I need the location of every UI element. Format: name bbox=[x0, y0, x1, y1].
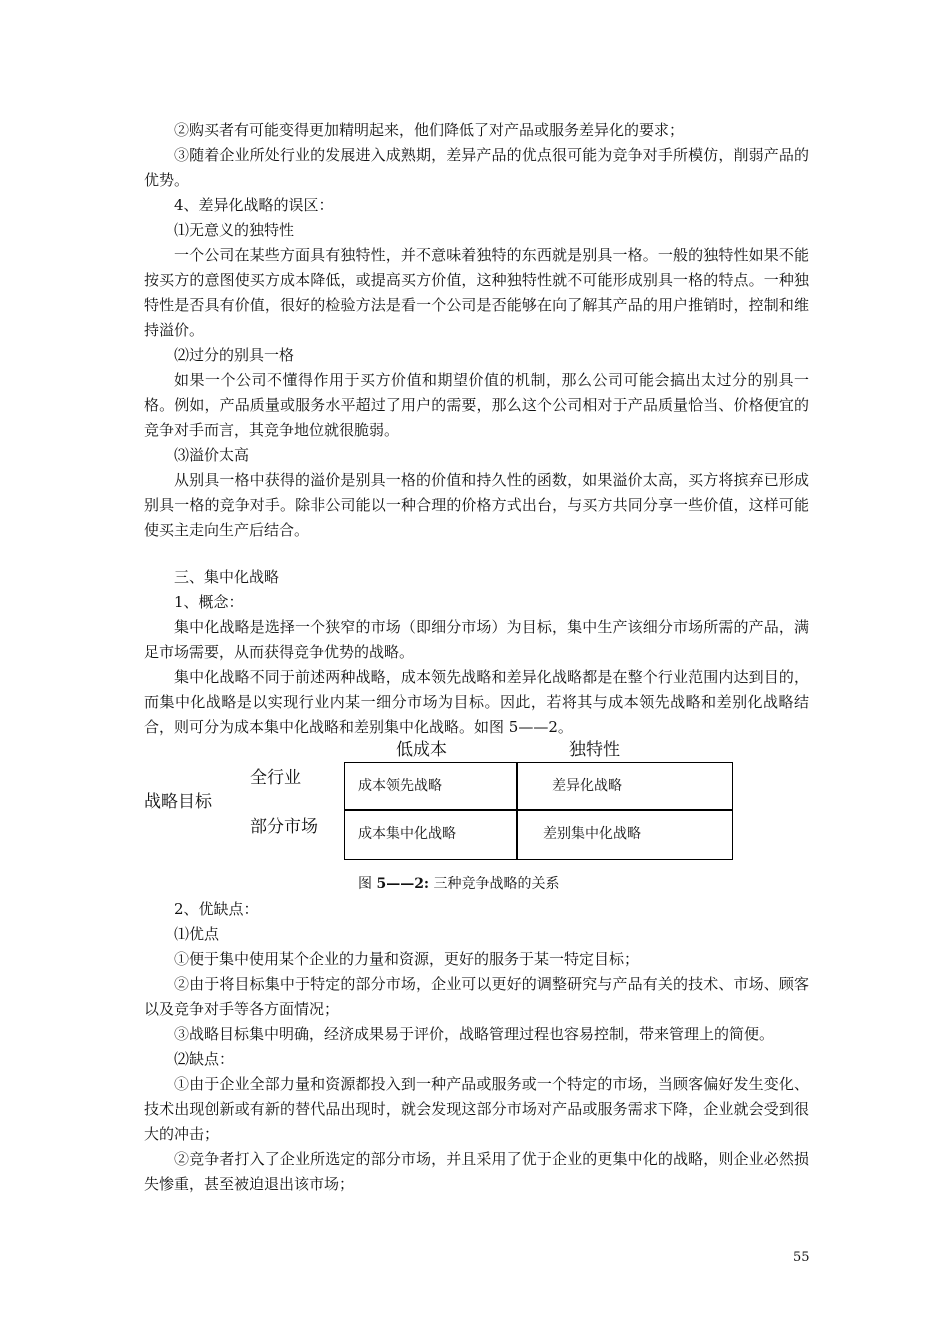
matrix-divider-vertical bbox=[516, 763, 518, 859]
paragraph: 集中化战略是选择一个狭窄的市场（即细分市场）为目标，集中生产该细分市场所需的产品，满足市场需要，从而获得竞争优势的战略。 bbox=[144, 618, 809, 661]
paragraph: ②竞争者打入了企业所选定的部分市场，并且采用了优于企业的更集中化的战略，则企业必然损失惨重，甚至被迫退出该市场； bbox=[144, 1150, 809, 1193]
matrix-divider-horizontal bbox=[345, 809, 732, 811]
figure-caption bbox=[144, 872, 809, 897]
caption-number: 5——2: bbox=[376, 876, 430, 892]
strategy-matrix bbox=[344, 762, 733, 860]
row-label-strategic-target: 战略目标 bbox=[144, 792, 212, 812]
section-heading: 4、差异化战略的误区： bbox=[174, 196, 334, 214]
cell-differentiation: 差异化战略 bbox=[552, 778, 622, 794]
paragraph: ③随着企业所处行业的发展进入成熟期，差异产品的优点很可能为竞争对手所模仿，削弱产品的优势。 bbox=[144, 146, 809, 189]
caption-prefix: 图 bbox=[358, 876, 377, 892]
paragraph: ②由于将目标集中于特定的部分市场，企业可以更好的调整研究与产品有关的技术、市场、顾客以及竞争对手等各方面情况； bbox=[144, 975, 809, 1018]
page-number: 55 bbox=[793, 1250, 810, 1265]
paragraph: ③战略目标集中明确，经济成果易于评价，战略管理过程也容易控制，带来管理上的简便。 bbox=[174, 1025, 775, 1043]
paragraph: 从别具一格中获得的溢价是别具一格的价值和持久性的函数，如果溢价太高，买方将摈弃已形成别具一格的竞争对手。除非公司能以一种合理的价格方式出台，与买方共同分享一些价值，这样可能使买主走向生产后结合。 bbox=[144, 471, 809, 539]
cell-cost-leadership: 成本领先战略 bbox=[358, 778, 442, 794]
column-header-uniqueness: 独特性 bbox=[569, 740, 620, 760]
paragraph: ①便于集中使用某个企业的力量和资源，更好的服务于某一特定目标； bbox=[174, 950, 640, 968]
page-content bbox=[144, 118, 809, 1197]
row-header-whole-industry: 全行业 bbox=[250, 768, 301, 788]
section-heading: 三、集中化战略 bbox=[174, 568, 280, 586]
caption-text: 三种竞争战略的关系 bbox=[429, 876, 560, 892]
paragraph: 如果一个公司不懂得作用于买方价值和期望价值的机制，那么公司可能会搞出太过分的别具一格。例如，产品质量或服务水平超过了用户的需要，那么这个公司相对于产品质量恰当、价格便宜的竞争对手而言，其竞争地位就很脆弱。 bbox=[144, 371, 809, 439]
subheading: ⑴优点 bbox=[174, 925, 220, 943]
subheading: ⑵过分的别具一格 bbox=[174, 346, 295, 364]
blank-line bbox=[144, 543, 809, 565]
paragraph: ①由于企业全部力量和资源都投入到一种产品或服务或一个特定的市场，当顾客偏好发生变化、技术出现创新或有新的替代品出现时，就会发现这部分市场对产品或服务需求下降，企业就会受到很大的冲击； bbox=[144, 1075, 809, 1143]
subheading: ⑶溢价太高 bbox=[174, 446, 250, 464]
cell-cost-focus: 成本集中化战略 bbox=[358, 826, 456, 842]
paragraph: 集中化战略不同于前述两种战略，成本领先战略和差异化战略都是在整个行业范围内达到目的，而集中化战略是以实现行业内某一细分市场为目标。因此，若将其与成本领先战略和差别化战略结合，则可分为成本集中化战略和差别集中化战略。如图 5——2。 bbox=[144, 668, 809, 736]
subheading: ⑵缺点： bbox=[174, 1050, 235, 1068]
section-heading: 2、优缺点： bbox=[174, 900, 259, 918]
subheading: 1、概念： bbox=[174, 593, 244, 611]
paragraph: 一个公司在某些方面具有独特性，并不意味着独特的东西就是别具一格。一般的独特性如果不能按买方的意图使买方成本降低，或提高买方价值，这种独特性就不可能形成别具一格的特点。一种独特性是否具有价值，很好的检验方法是看一个公司是否能够在向了解其产品的用户推销时，控制和维持溢价。 bbox=[144, 246, 809, 339]
column-header-low-cost: 低成本 bbox=[396, 740, 447, 760]
cell-differentiation-focus: 差别集中化战略 bbox=[543, 826, 641, 842]
paragraph: ②购买者有可能变得更加精明起来，他们降低了对产品或服务差异化的要求； bbox=[174, 121, 685, 139]
strategy-diagram bbox=[144, 740, 809, 872]
subheading: ⑴无意义的独特性 bbox=[174, 221, 295, 239]
row-header-partial-market: 部分市场 bbox=[250, 817, 318, 837]
